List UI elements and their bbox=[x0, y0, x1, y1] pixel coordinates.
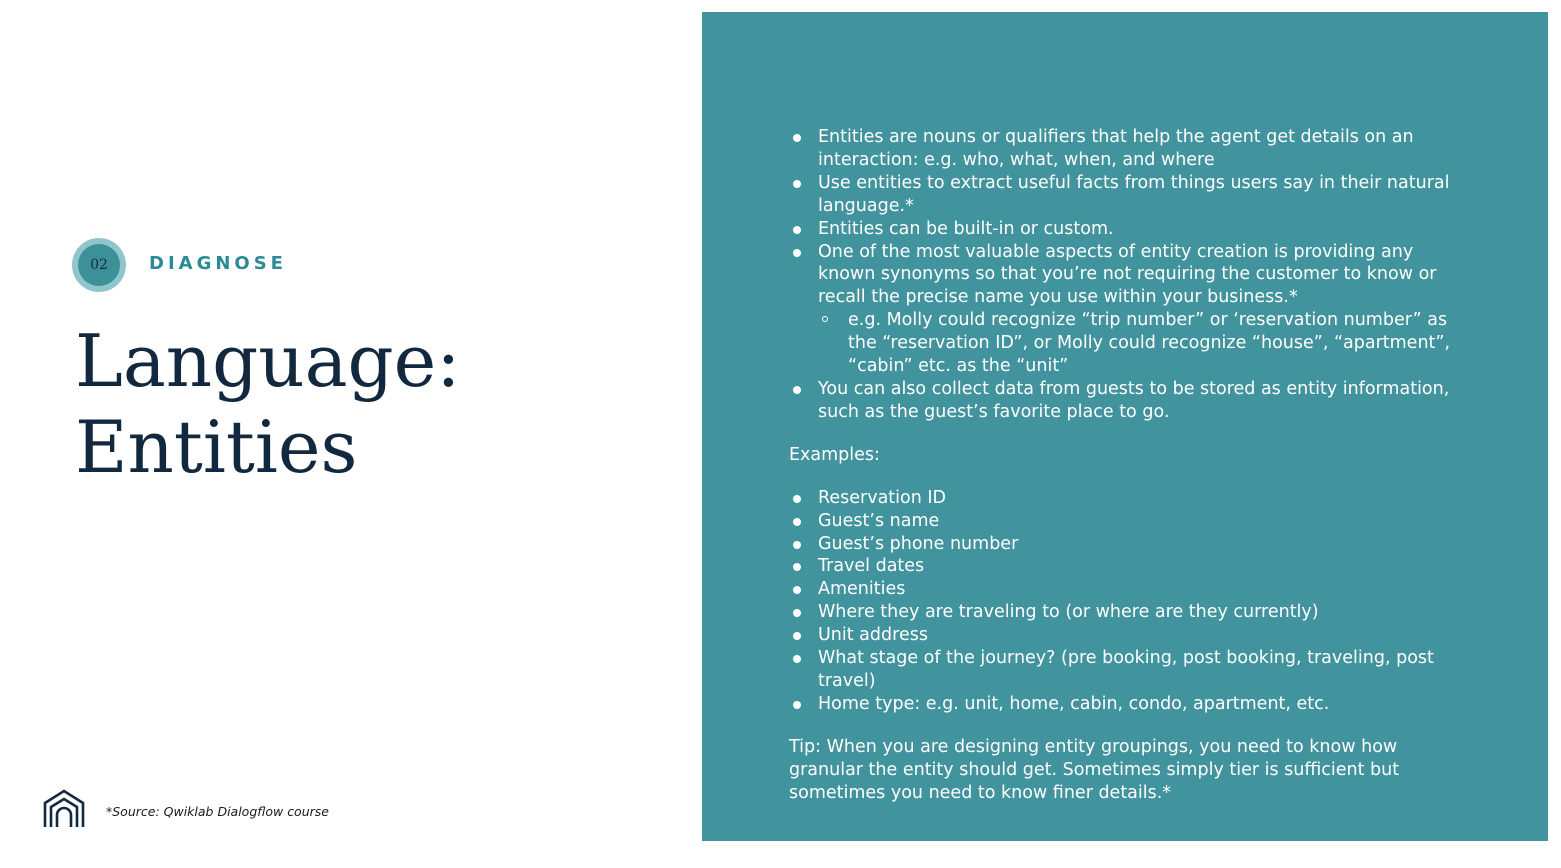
list-item: Unit address bbox=[789, 624, 1459, 647]
list-item: What stage of the journey? (pre booking, post booking, traveling, post travel) bbox=[789, 647, 1459, 693]
tip-text: Tip: When you are designing entity groupings, you need to know how granular the entity should get. Sometimes simply tier is sufficient but sometimes you need to know finer details.* bbox=[789, 736, 1400, 803]
section-number: 02 bbox=[78, 244, 120, 286]
entity-bullet-list bbox=[789, 126, 1459, 424]
list-item: Travel dates bbox=[789, 555, 1459, 578]
sub-bullet-list bbox=[818, 309, 1459, 378]
list-item: Reservation ID bbox=[789, 487, 1459, 510]
list-item bbox=[789, 241, 1459, 378]
list-item: Entities can be built-in or custom. bbox=[789, 218, 1459, 241]
list-item: Home type: e.g. unit, home, cabin, condo, apartment, etc. bbox=[789, 693, 1459, 716]
list-item-text: One of the most valuable aspects of entity creation is providing any known synonyms so that you’re not requiring the customer to know or recall the precise name you use within your business.* bbox=[818, 241, 1437, 308]
examples-list bbox=[789, 487, 1459, 716]
page-title bbox=[75, 318, 635, 490]
content-panel bbox=[702, 12, 1548, 841]
page-title-line-1: Language: bbox=[75, 319, 461, 403]
list-item: Guest’s phone number bbox=[789, 533, 1459, 556]
list-item: Guest’s name bbox=[789, 510, 1459, 533]
page-title-line-2: Entities bbox=[75, 405, 358, 489]
list-item: You can also collect data from guests to be stored as entity information, such as the guest’s favorite place to go. bbox=[789, 378, 1459, 424]
section-number-badge bbox=[72, 238, 126, 292]
examples-heading: Examples: bbox=[789, 444, 880, 465]
content-body bbox=[789, 126, 1459, 804]
source-note: *Source: Qwiklab Dialogflow course bbox=[106, 804, 329, 819]
list-item: Entities are nouns or qualifiers that help the agent get details on an interaction: e.g. who, what, when, and where bbox=[789, 126, 1459, 172]
sub-list-item: e.g. Molly could recognize “trip number” or ‘reservation number” as the “reservation ID”, or Molly could recognize “house”, “apartment”, “cabin” etc. as the “unit” bbox=[818, 309, 1459, 378]
house-arch-logo-icon bbox=[42, 788, 86, 828]
section-label: DIAGNOSE bbox=[149, 253, 287, 274]
list-item: Use entities to extract useful facts from things users say in their natural language.* bbox=[789, 172, 1459, 218]
list-item: Amenities bbox=[789, 578, 1459, 601]
list-item: Where they are traveling to (or where are they currently) bbox=[789, 601, 1459, 624]
